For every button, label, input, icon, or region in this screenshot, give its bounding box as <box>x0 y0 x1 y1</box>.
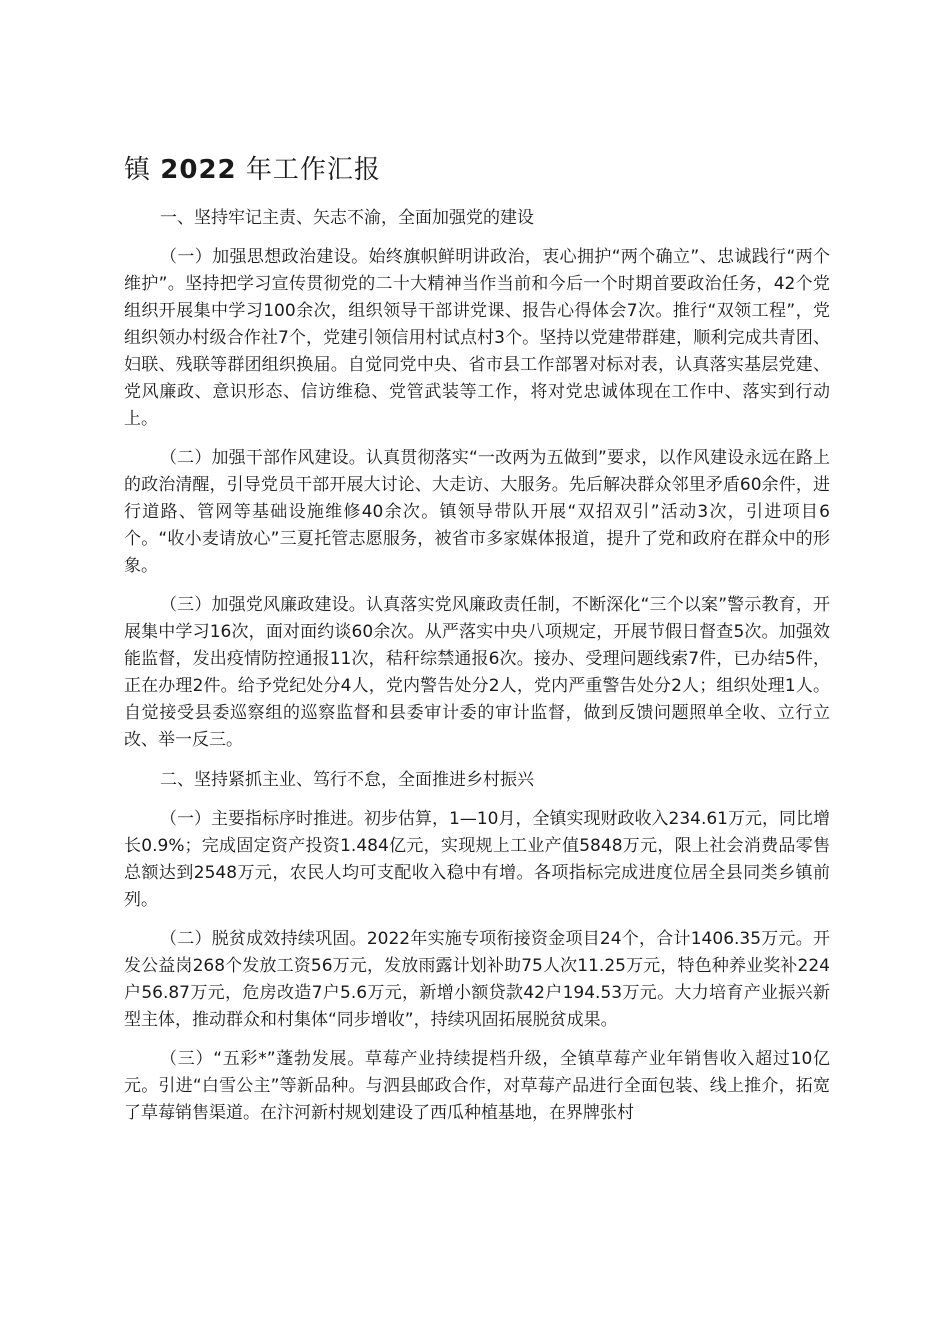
document-title <box>124 150 830 190</box>
paragraph-1-3: （三）加强党风廉政建设。认真落实党风廉政责任制，不断深化“三个以案”警示教育，开展集中学习16次，面对面约谈60余次。从严落实中央八项规定，开展节假日督查5次。加强效能监督，发出疫情防控通报11次，秸秆综禁通报6次。接办、受理问题线索7件，已办结5件，正在办理2件。给予党纪处分4人，党内警告处分2人，党内严重警告处分2人；组织处理1人。自觉接受县委巡察组的巡察监督和县委审计委的审计监督，做到反馈问题照单全收、立行立改、举一反三。 <box>124 595 830 750</box>
paragraph-2-3: （三）“五彩*”蓬勃发展。草莓产业持续提档升级，全镇草莓产业年销售收入超过10亿元。引进“白雪公主”等新品种。与泗县邮政合作，对草莓产品进行全面包装、线上推介，拓宽了草莓销售渠道。在汴河新村规划建设了西瓜种植基地，在界牌张村 <box>124 1049 830 1123</box>
title-prefix: 镇 <box>124 155 152 185</box>
paragraph-2-2: （二）脱贫成效持续巩固。2022年实施专项衔接资金项目24个，合计1406.35万元。开发公益岗268个发放工资56万元，发放雨露计划补助75人次11.25万元，特色种养业奖补224户56.87万元，危房改造7户5.6万元，新增小额贷款42户194.53万元。大力培育产业振兴新型主体，推动群众和村集体“同步增收”，持续巩固拓展脱贫成果。 <box>124 929 830 1030</box>
paragraph-2-1: （一）主要指标序时推进。初步估算，1—10月，全镇实现财政收入234.61万元，同比增长0.9%；完成固定资产投资1.484亿元，实现规上工业产值5848万元，限上社会消费品零售总额达到2548万元，农民人均可支配收入稳中有增。各项指标完成进度位居全县同类乡镇前列。 <box>124 809 830 910</box>
section-heading-2: 二、坚持紧抓主业、笃行不怠，全面推进乡村振兴 <box>160 770 534 790</box>
section-heading-1: 一、坚持牢记主责、矢志不渝，全面加强党的建设 <box>160 208 534 228</box>
title-year: 2022 <box>160 155 237 185</box>
paragraph-1-1: （一）加强思想政治建设。始终旗帜鲜明讲政治，衷心拥护“两个确立”、忠诚践行“两个维护”。坚持把学习宣传贯彻党的二十大精神当作当前和今后一个时期首要政治任务，42个党组织开展集中学习100余次，组织领导干部讲党课、报告心得体会7次。推行“双领工程”，党组织领办村级合作社7个，党建引领信用村试点村3个。坚持以党建带群建，顺利完成共青团、妇联、残联等群团组织换届。自觉同党中央、省市县工作部署对标对表，认真落实基层党建、党风廉政、意识形态、信访维稳、党管武装等工作，将对党忠诚体现在工作中、落实到行动上。 <box>124 247 830 429</box>
title-suffix: 年工作汇报 <box>245 155 381 185</box>
document-page <box>124 150 830 1139</box>
paragraph-1-2: （二）加强干部作风建设。认真贯彻落实“一改两为五做到”要求，以作风建设永远在路上的政治清醒，引导党员干部开展大讨论、大走访、大服务。先后解决群众邻里矛盾60余件，进行道路、管网等基础设施维修40余次。镇领导带队开展“双招双引”活动3次，引进项目6个。“收小麦请放心”三夏托管志愿服务，被省市多家媒体报道，提升了党和政府在群众中的形象。 <box>124 448 830 576</box>
